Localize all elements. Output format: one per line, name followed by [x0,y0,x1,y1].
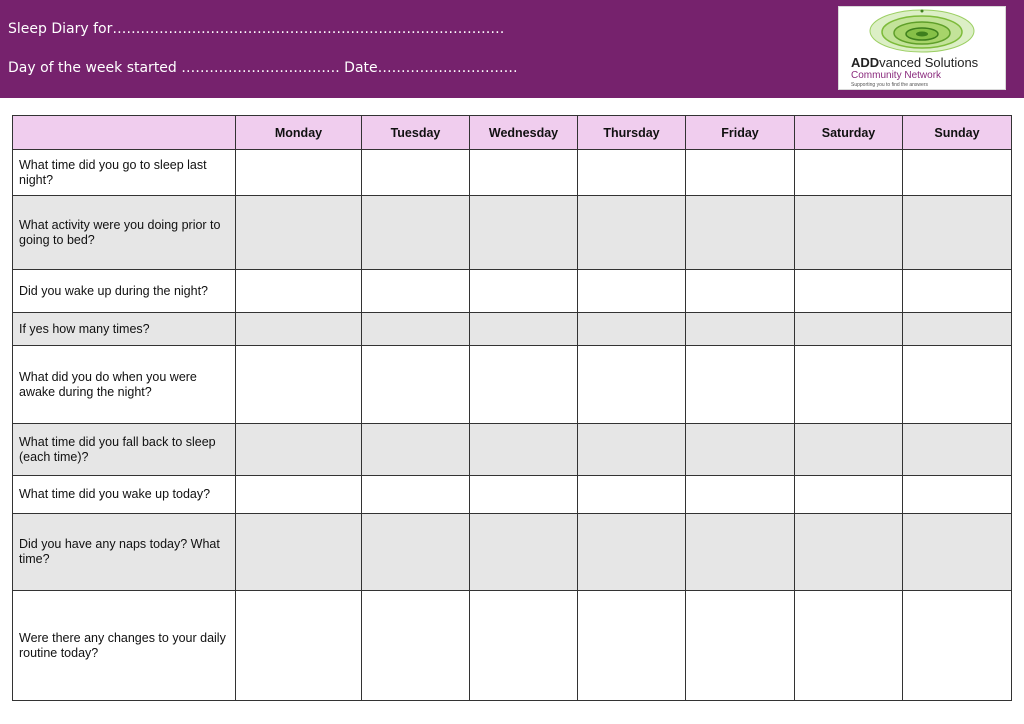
entry-cell[interactable] [470,150,578,196]
entry-cell[interactable] [903,196,1012,270]
day-header-friday: Friday [686,116,795,150]
entry-cell[interactable] [578,196,686,270]
day-started-date-line: Day of the week started ……………………………. Date………………………… [8,60,518,76]
table-row [13,270,1012,313]
entry-cell[interactable] [795,150,903,196]
entry-cell[interactable] [470,476,578,514]
sleep-diary-table [12,115,1012,701]
day-header-thursday: Thursday [578,116,686,150]
entry-cell[interactable] [795,346,903,424]
ripple-logo-icon [867,7,977,55]
entry-cell[interactable] [470,346,578,424]
day-header-saturday: Saturday [795,116,903,150]
day-header-monday: Monday [236,116,362,150]
entry-cell[interactable] [578,270,686,313]
entry-cell[interactable] [903,591,1012,701]
entry-cell[interactable] [903,476,1012,514]
day-header-tuesday: Tuesday [362,116,470,150]
entry-cell[interactable] [795,196,903,270]
table-row [13,196,1012,270]
question-activity-when-awake: What did you do when you were awake during the night? [13,346,236,424]
entry-cell[interactable] [903,346,1012,424]
entry-cell[interactable] [578,313,686,346]
entry-cell[interactable] [362,313,470,346]
entry-cell[interactable] [686,313,795,346]
entry-cell[interactable] [686,270,795,313]
entry-cell[interactable] [578,424,686,476]
entry-cell[interactable] [795,476,903,514]
entry-cell[interactable] [470,270,578,313]
entry-cell[interactable] [686,196,795,270]
entry-cell[interactable] [236,424,362,476]
entry-cell[interactable] [903,514,1012,591]
sleep-diary-for-line: Sleep Diary for………………………………………………………………………… [8,21,505,37]
entry-cell[interactable] [362,270,470,313]
entry-cell[interactable] [578,150,686,196]
entry-cell[interactable] [362,196,470,270]
entry-cell[interactable] [470,313,578,346]
addvanced-solutions-logo [838,6,1006,90]
entry-cell[interactable] [795,270,903,313]
entry-cell[interactable] [236,270,362,313]
entry-cell[interactable] [578,514,686,591]
entry-cell[interactable] [795,591,903,701]
entry-cell[interactable] [362,424,470,476]
table-row [13,424,1012,476]
entry-cell[interactable] [236,313,362,346]
entry-cell[interactable] [362,591,470,701]
entry-cell[interactable] [578,346,686,424]
question-naps: Did you have any naps today? What time? [13,514,236,591]
question-sleep-time: What time did you go to sleep last night? [13,150,236,196]
table-row [13,476,1012,514]
entry-cell[interactable] [236,196,362,270]
entry-cell[interactable] [362,346,470,424]
entry-cell[interactable] [236,346,362,424]
question-fall-back-asleep: What time did you fall back to sleep (each time)? [13,424,236,476]
entry-cell[interactable] [903,424,1012,476]
table-header-row [13,116,1012,150]
entry-cell[interactable] [236,591,362,701]
entry-cell[interactable] [686,346,795,424]
question-wake-up-time: What time did you wake up today? [13,476,236,514]
day-header-sunday: Sunday [903,116,1012,150]
entry-cell[interactable] [795,424,903,476]
table-row [13,346,1012,424]
entry-cell[interactable] [686,476,795,514]
table-row [13,313,1012,346]
entry-cell[interactable] [686,591,795,701]
question-activity-before-bed: What activity were you doing prior to going to bed? [13,196,236,270]
entry-cell[interactable] [362,476,470,514]
entry-cell[interactable] [903,270,1012,313]
question-routine-changes: Were there any changes to your daily routine today? [13,591,236,701]
table-row [13,514,1012,591]
entry-cell[interactable] [236,150,362,196]
table-row [13,150,1012,196]
logo-name: ADDvanced Solutions [851,55,979,70]
entry-cell[interactable] [795,313,903,346]
entry-cell[interactable] [362,150,470,196]
question-woke-during-night: Did you wake up during the night? [13,270,236,313]
entry-cell[interactable] [236,476,362,514]
entry-cell[interactable] [686,514,795,591]
table-row [13,591,1012,701]
entry-cell[interactable] [686,150,795,196]
entry-cell[interactable] [903,150,1012,196]
day-header-wednesday: Wednesday [470,116,578,150]
entry-cell[interactable] [470,196,578,270]
entry-cell[interactable] [578,476,686,514]
header-banner [0,0,1024,98]
entry-cell[interactable] [470,424,578,476]
entry-cell[interactable] [362,514,470,591]
entry-cell[interactable] [795,514,903,591]
entry-cell[interactable] [470,591,578,701]
logo-subtitle: Community Network [851,70,942,81]
header-blank-cell [13,116,236,150]
entry-cell[interactable] [578,591,686,701]
entry-cell[interactable] [686,424,795,476]
question-how-many-times: If yes how many times? [13,313,236,346]
entry-cell[interactable] [470,514,578,591]
logo-tagline: Supporting you to find the answers [851,82,928,88]
entry-cell[interactable] [903,313,1012,346]
entry-cell[interactable] [236,514,362,591]
